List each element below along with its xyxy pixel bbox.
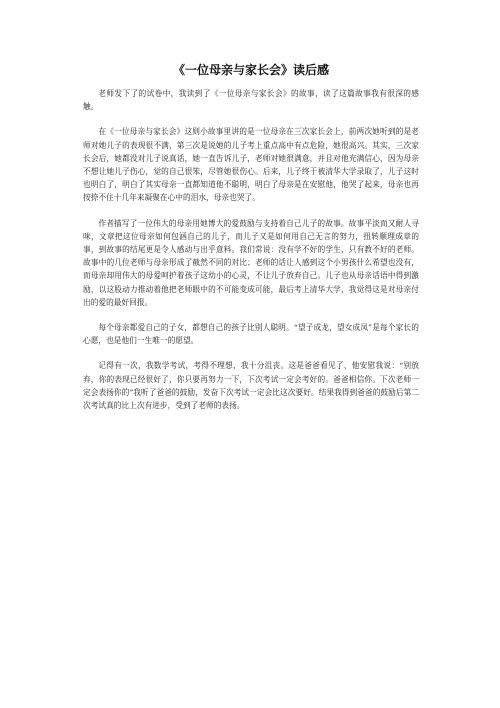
document-page [83,62,419,424]
document-title: 《一位母亲与家长会》读后感 [172,63,329,77]
paragraph-1: 老师发下了的试卷中，我读到了《一位母亲与家长会》的故事，读了这篇故事我有很深的感触。 [83,89,419,112]
paragraph-3: 作者描写了一位伟大的母亲用她博大的爱鼓励与支持着自己儿子的故事。故事平淡而又耐人寻味，文章把这位母亲如何包涵自己的儿子，而儿子又是如何用自己无言的努力，扭转顺理成章的事，到故事的结尾更是令人感动与出乎意料。我们常说：没有学不好的学生，只有教不好的老师。故事中的几位老师与母亲形成了截然不同的对比；老师的话让人感到这个小男孩什么希望也没有，而母亲却用伟大的母爱呵护着孩子这幼小的心灵，不让儿子放弃自己。儿子也从母亲话语中得到激励，以这股动力推动着他把老师眼中的不可能变成可能，最后考上清华大学，我觉得这是对母亲付出的爱的最好回报。 [83,218,419,307]
paragraph-5: 记得有一次，我数学考试，考得不理想，我十分沮丧。这是爸爸看见了，他安慰我说：“别放弃，你的表现已经很好了，你只要再努力一下，下次考试一定会考好的。爸爸相信你。下次老师一定会表扬你的”我听了爸爸的鼓励，发奋下次考试一定会比这次要好。结果我得到爸爸的鼓励后第二次考试真的比上次有进步，受到了老师的表扬。 [83,361,419,411]
paragraph-4: 每个母亲都爱自己的子女，都想自己的孩子比别人聪明。“望子成龙，望女成凤”是每个家长的心愿，也是他们一生唯一的愿望。 [83,323,419,346]
paragraph-2: 在《一位母亲与家长会》这则小故事里讲的是一位母亲在三次家长会上，前两次她听到的是老师对她儿子的表现很不满，第三次是说她的儿子考上重点高中有点危险，她很高兴。其实，三次家长会后，她都没对儿子说真话，她一直告诉儿子，老师对她很满意，并且对他充满信心，因为母亲不想让她儿子伤心，觉的自己很笨，尽管她很伤心。后来，儿子终于被清华大学录取了，儿子这时也明白了，明白了其实母亲一直都知道他不聪明，明白了母亲是在安慰他，他哭了起来，母亲也再按捺不住十几年来凝聚在心中的泪水，母亲也哭了。 [83,127,419,203]
